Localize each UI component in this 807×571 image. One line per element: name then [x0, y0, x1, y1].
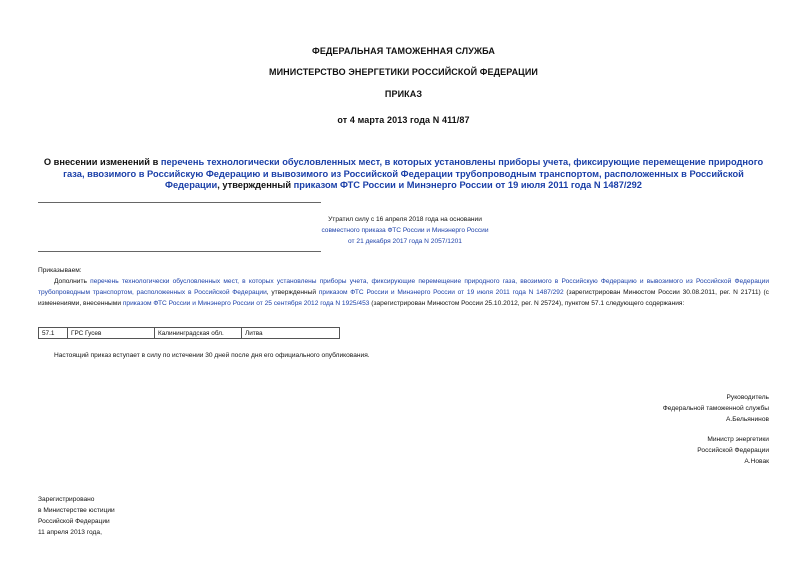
signature-fts-role-1: Руководитель: [726, 394, 769, 401]
table-cell-station: ГРС Гусев: [68, 328, 155, 339]
status-link-order[interactable]: совместного приказа ФТС России и Минэнерго России: [321, 227, 489, 234]
points-table: [38, 327, 340, 339]
signature-fts-name: А.Бельянинов: [726, 416, 769, 423]
signature-fts-role-2: Федеральной таможенной службы: [662, 405, 769, 412]
title-link-list[interactable]: перечень технологически обусловленных мест, в которых установлены приборы учета, фиксирующие перемещение природного газа, ввозимого в Российскую Федерацию и вывозимого из Российской Федерации трубопроводным транспортом, расположенных в Российской Федерации: [63, 157, 764, 190]
ministry-name: МИНИСТЕРСТВО ЭНЕРГЕТИКИ РОССИЙСКОЙ ФЕДЕРАЦИИ: [269, 67, 538, 77]
signature-minenergo-name: А.Новак: [744, 458, 769, 465]
status-link-date[interactable]: от 21 декабря 2017 года N 2057/1201: [348, 238, 462, 245]
order-paragraph-1: [38, 276, 769, 309]
table-cell-number: 57.1: [39, 328, 68, 339]
title-middle: , утвержденный: [217, 180, 294, 190]
signature-minenergo-role-2: Российской Федерации: [697, 447, 769, 454]
table-row: [39, 328, 340, 339]
registration-line-2: в Министерстве юстиции: [38, 507, 115, 514]
document-title: [40, 157, 767, 192]
agency-name: ФЕДЕРАЛЬНАЯ ТАМОЖЕННАЯ СЛУЖБА: [312, 46, 495, 56]
registration-note: [38, 494, 115, 538]
p1-link-order-2011[interactable]: приказом ФТС России и Минэнерго России от 19 июля 2011 года N 1487/292: [318, 289, 564, 296]
order-paragraph-2: Настоящий приказ вступает в силу по истечении 30 дней после дня его официального опубликования.: [54, 352, 370, 359]
p1-text-b: , утвержденный: [266, 289, 319, 296]
p1-text-d: (зарегистрирован Минюстом России 25.10.2012, рег. N 25724), пунктом 57.1 следующего содержания:: [369, 300, 685, 307]
p1-text-c: (зарегистрирован Минюстом России 30.08.2011, рег. N 21711) (с изменениями, внесенными: [38, 289, 769, 307]
signature-minenergo-role-1: Министр энергетики: [707, 436, 769, 443]
table-cell-region: Калининградская обл.: [155, 328, 242, 339]
document-date: от 4 марта 2013 года N 411/87: [337, 115, 470, 125]
p1-link-list[interactable]: перечень технологически обусловленных мест, в которых установлены приборы учета, фиксирующие перемещение природного газа, ввозимого в Российскую Федерацию и вывозимого из Российской Федерации трубопроводным транспортом, расположенных в Российской Федерации: [38, 278, 769, 296]
registration-line-1: Зарегистрировано: [38, 496, 95, 503]
status-note: [290, 214, 520, 247]
status-line: Утратил силу с 16 апреля 2018 года на основании: [328, 216, 482, 223]
registration-line-4: 11 апреля 2013 года,: [38, 529, 102, 536]
document-type: ПРИКАЗ: [384, 89, 423, 99]
p1-link-order-2012[interactable]: приказом ФТС России и Минэнерго России от 25 сентября 2012 года N 1925/453: [122, 300, 370, 307]
divider-bottom: [38, 251, 321, 252]
p1-text-a: Дополнить: [54, 278, 91, 285]
title-link-order[interactable]: приказом ФТС России и Минэнерго России от 19 июля 2011 года N 1487/292: [293, 180, 642, 190]
signature-fts: [469, 392, 769, 425]
divider-top: [38, 202, 321, 203]
order-intro: Приказываем:: [38, 267, 82, 274]
registration-line-3: Российской Федерации: [38, 518, 110, 525]
signature-minenergo: [469, 434, 769, 467]
title-prefix: О внесении изменений в: [43, 157, 161, 167]
table-cell-country: Литва: [242, 328, 340, 339]
